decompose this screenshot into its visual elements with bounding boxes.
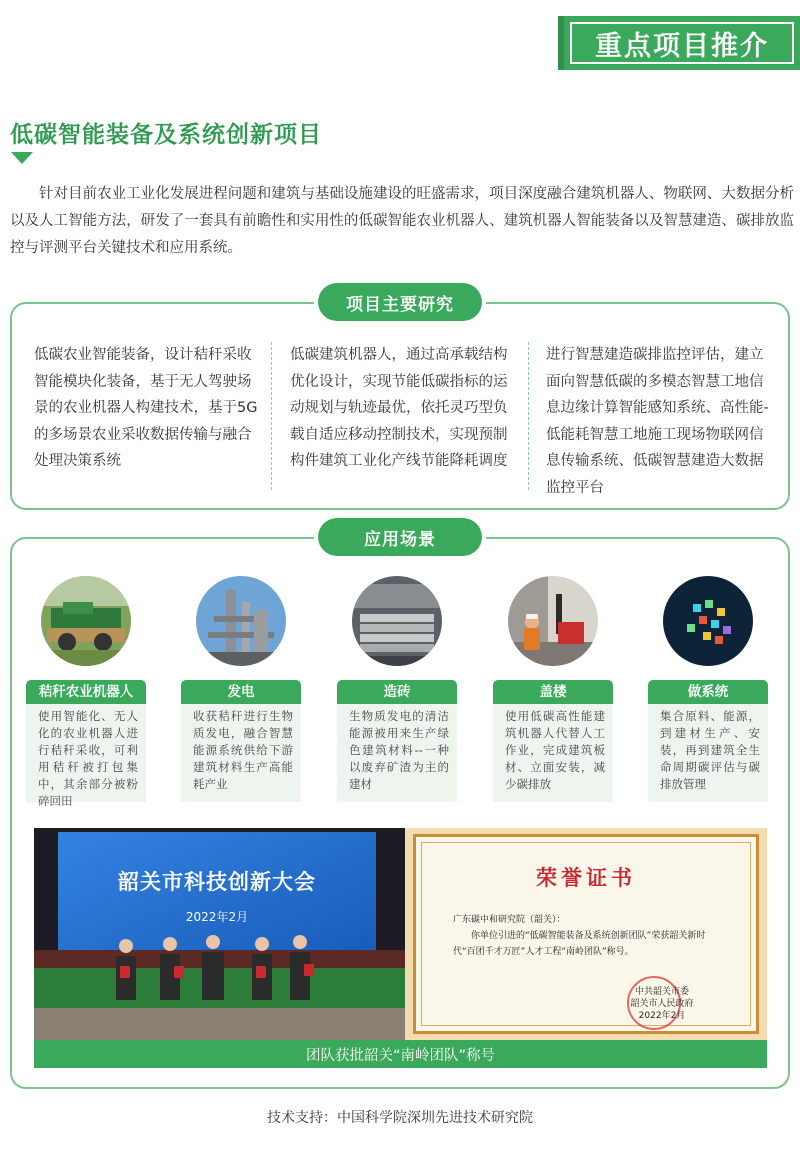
scenario-desc: 收获秸秆进行生物质发电，融合智慧能源系统供给下游建筑材料生产高能耗产业 (181, 704, 301, 802)
project-title: 低碳智能装备及系统创新项目 (10, 122, 322, 148)
section-header-label: 重点项目推介 (570, 22, 794, 64)
research-heading: 项目主要研究 (318, 283, 482, 321)
brick-factory-photo (352, 576, 442, 666)
certificate-body: 你单位引进的“低碳智能装备及系统创新团队”荣获韶关新时代“百团千才万匠”人才工程“南岭团队”称号。 (453, 931, 706, 957)
scenario-card-power (181, 576, 301, 802)
certificate-issuer-2: 韶关市人民政府 (630, 999, 694, 1009)
digital-system-photo (663, 576, 753, 666)
column-divider (271, 342, 272, 490)
research-column-2: 低碳建筑机器人，通过高承载结构优化设计，实现节能低碳指标的运动规划与轨迹最优，依托灵巧型负载自适应移动控制技术，实现预制构件建筑工业化产线节能降耗调度 (290, 347, 508, 469)
construction-robot-photo (508, 576, 598, 666)
scenario-label: 秸秆农业机器人 (26, 680, 146, 704)
scenario-label: 造砖 (337, 680, 457, 704)
certificate-issuer-1: 中共韶关市委 (634, 987, 689, 997)
scenario-desc: 使用智能化、无人化的农业机器人进行秸秆采收，可利用秸秆被打包集中，其余部分被粉碎回田 (26, 704, 146, 802)
photo-caption: 团队获批韶关“南岭团队”称号 (34, 1040, 767, 1068)
power-plant-photo (196, 576, 286, 666)
scenario-card-harvester (26, 576, 146, 808)
project-intro: 针对目前农业工业化发展进程问题和建筑与基础设施建设的旺盛需求，项目深度融合建筑机器人、物联网、大数据分析以及人工智能方法，研发了一套具有前瞻性和实用性的低碳智能农业机器人、建筑机器人智能装备以及智慧建造、碳排放监控与评测平台关键技术和应用系统。 (10, 186, 794, 256)
certificate-title: 荣誉证书 (536, 865, 636, 890)
section-header-badge (558, 16, 800, 70)
scenario-heading: 应用场景 (318, 518, 482, 556)
ceremony-banner-date: 2022年2月 (185, 910, 249, 924)
honor-certificate (405, 828, 767, 1040)
scenario-label: 做系统 (648, 680, 768, 704)
award-ceremony-photo (34, 828, 406, 1040)
scenario-label: 发电 (181, 680, 301, 704)
certificate-recipient: 广东碳中和研究院（韶关）： (453, 915, 566, 925)
scenario-desc: 集合原料、能源，到建材生产、安装，再到建筑全生命周期碳评估与碳排放管理 (648, 704, 768, 802)
ceremony-banner-title: 韶关市科技创新大会 (118, 869, 316, 894)
scenario-desc: 使用低碳高性能建筑机器人代替人工作业，完成建筑板材、立面安装，减少碳排放 (493, 704, 613, 802)
down-triangle-icon (11, 152, 33, 164)
research-column-1: 低碳农业智能装备，设计秸秆采收智能模块化装备，基于无人驾驶场景的农业机器人构建技术，基于5G的多场景农业采收数据传输与融合处理决策系统 (34, 347, 258, 469)
scenario-card-building (493, 576, 613, 802)
scenario-card-brick (337, 576, 457, 802)
scenario-desc: 生物质发电的清洁能源被用来生产绿色建筑材料--一种以废弃矿渣为主的建材 (337, 704, 457, 802)
certificate-date: 2022年2月 (638, 1011, 686, 1021)
tech-support-footer: 技术支持：中国科学院深圳先进技术研究院 (267, 1110, 533, 1126)
harvester-photo (41, 576, 131, 666)
column-divider (528, 342, 529, 490)
research-column-3: 进行智慧建造碳排监控评估，建立面向智慧低碳的多模态智慧工地信息边缘计算智能感知系统、高性能-低能耗智慧工地施工现场物联网信息传输系统、低碳智慧建造大数据监控平台 (546, 347, 769, 496)
scenario-label: 盖楼 (493, 680, 613, 704)
scenario-card-system (648, 576, 768, 802)
